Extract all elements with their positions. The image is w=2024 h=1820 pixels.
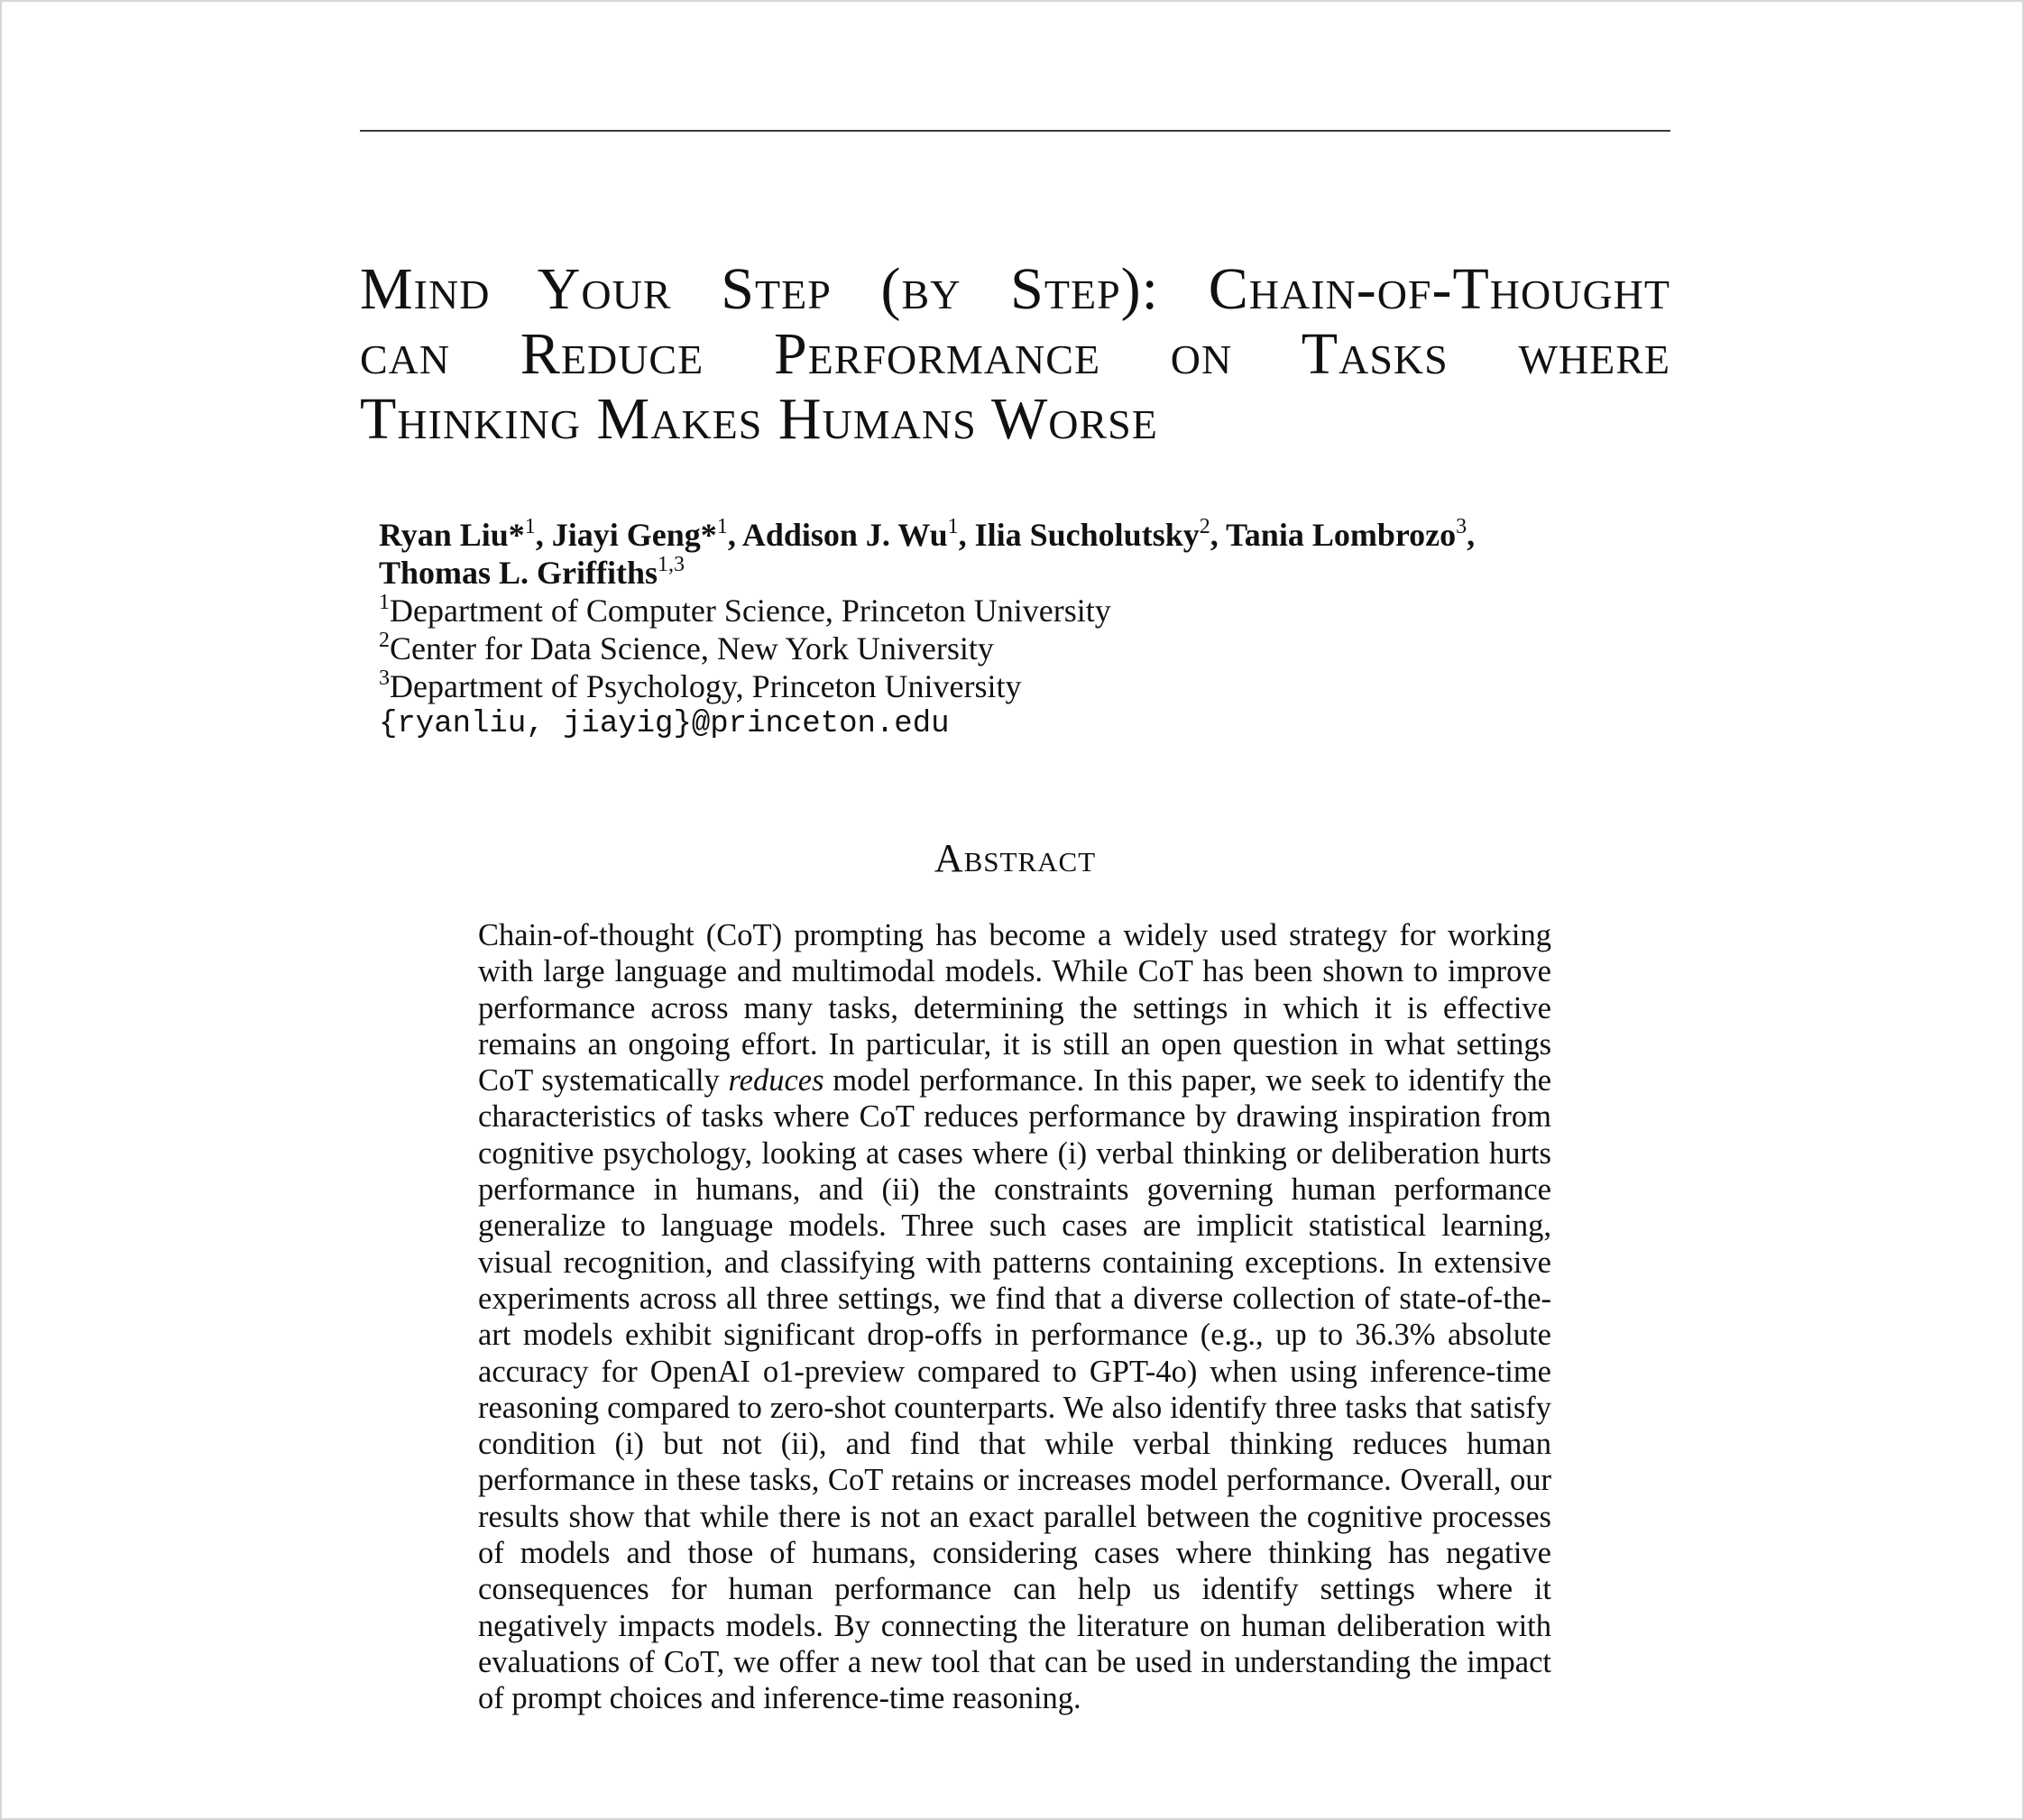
author-block bbox=[379, 516, 1660, 743]
top-rule bbox=[360, 130, 1670, 132]
affiliation bbox=[379, 630, 1660, 667]
abstract-text: model performance. In this paper, we seek to identify the characteristics of tasks where CoT reduces performance by drawing inspiration from cognitive psychology, looking at cases where (i) verbal thinking or deliberation hurts performance in humans, and (ii) the constraints governing human performance generalize to language models. Three such cases are implicit statistical learning, visual recognition, and classifying with patterns containing exceptions. In extensive experiments across all three settings, we find that a diverse collection of state-of-the-art models exhibit significant drop-offs in performance (e.g., up to 36.3% absolute accuracy for OpenAI o1-preview compared to GPT-4o) when using inference-time reasoning compared to zero-shot counterparts. We also identify three tasks that satisfy condition (i) but not (ii), and find that while verbal thinking reduces human performance in these tasks, CoT retains or increases model performance. Overall, our results show that while there is not an exact parallel between the cognitive processes of models and those of humans, considering cases where thinking has negative consequences for human performance can help us identify settings where it negatively impacts models. By connecting the literature on human deliberation with evaluations of CoT, we offer a new tool that can be used in understanding the impact of prompt choices and inference-time reasoning. bbox=[478, 1063, 1552, 1716]
author-name: Addison J. Wu bbox=[741, 517, 948, 553]
author-name: Jiayi Geng* bbox=[551, 517, 717, 553]
author-affil-mark: 3 bbox=[1456, 515, 1467, 538]
abstract-heading: Abstract bbox=[934, 836, 1097, 880]
title-line: can Reduce Performance on Tasks where bbox=[360, 321, 1670, 387]
abstract-emphasis: reduces bbox=[728, 1063, 824, 1098]
paper-title bbox=[360, 257, 1670, 452]
affiliation bbox=[379, 592, 1660, 630]
affiliation-mark: 2 bbox=[379, 629, 390, 652]
title-line: Thinking Makes Humans Worse bbox=[360, 386, 1158, 452]
affiliation bbox=[379, 667, 1660, 705]
author-affil-mark: 1 bbox=[947, 515, 959, 538]
author-name: Tania Lombrozo bbox=[1226, 517, 1457, 553]
author-list: Ryan Liu*$^1$, Jiayi Geng*$^1$, Addison J. Wu$^1$, Ilia Sucholutsky$^2$, Tania Lombrozo$^3$, Thomas L. Griffiths$^{1,3}$ bbox=[379, 515, 1476, 591]
affiliation-text: Department of Psychology, Princeton University bbox=[390, 668, 1022, 704]
author-name: Ryan Liu* bbox=[379, 517, 525, 553]
title-line: Mind Your Step (by Step): Chain-of-Thought bbox=[360, 256, 1670, 322]
author-name: Thomas L. Griffiths bbox=[379, 555, 658, 591]
author-affil-mark: 1,3 bbox=[658, 553, 685, 576]
author-email: {ryanliu, jiayig}@princeton.edu bbox=[379, 707, 950, 741]
affiliation-text: Department of Computer Science, Princeton University bbox=[390, 593, 1111, 629]
affiliation-text: Center for Data Science, New York University bbox=[390, 630, 994, 666]
author-affil-mark: 1 bbox=[716, 515, 728, 538]
author-affil-mark: 1 bbox=[524, 515, 536, 538]
affiliation-mark: 3 bbox=[379, 666, 390, 690]
author-affil-mark: 2 bbox=[1199, 515, 1210, 538]
author-name: Ilia Sucholutsky bbox=[974, 517, 1200, 553]
abstract-body bbox=[478, 917, 1551, 1717]
affiliation-mark: 1 bbox=[379, 591, 390, 614]
abstract-text: Chain-of-thought (CoT) prompting has become a widely used strategy for working with large language and multimodal models. While CoT has been shown to improve performance across many tasks, determining the settings in which it is effective remains an ongoing effort. In particular, it is still an open question in what settings CoT systematically bbox=[478, 918, 1551, 1098]
